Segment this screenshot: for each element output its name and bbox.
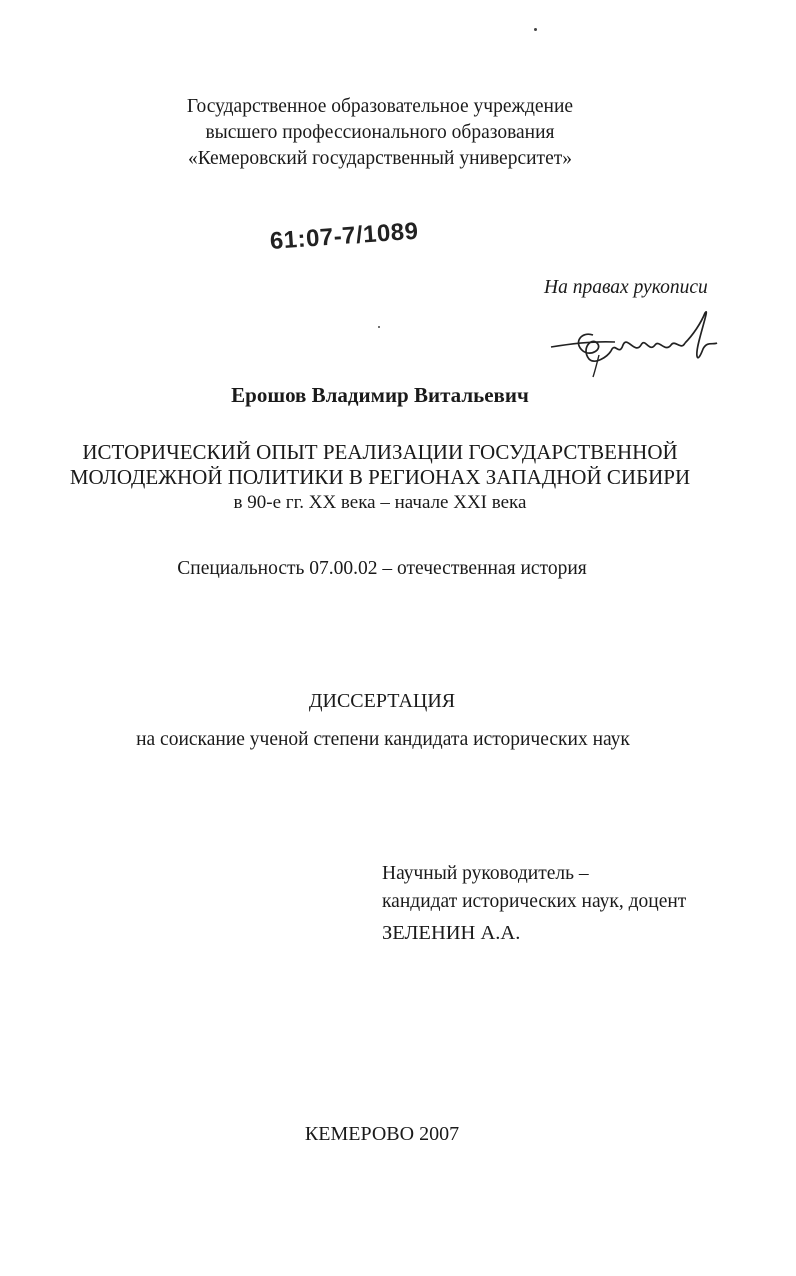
- institution-header: [0, 94, 760, 172]
- library-stamp-code: 61:07-7/1089: [269, 217, 420, 255]
- scan-speck: [534, 28, 537, 31]
- supervisor-block: [382, 860, 686, 947]
- institution-line: «Кемеровский государственный университет»: [188, 148, 572, 169]
- title-line: МОЛОДЕЖНОЙ ПОЛИТИКИ В РЕГИОНАХ ЗАПАДНОЙ СИБИРИ: [69, 465, 691, 489]
- author-name: Ерошов Владимир Витальевич: [231, 383, 529, 407]
- dissertation-title: [0, 440, 760, 515]
- manuscript-note: На правах рукописи: [544, 277, 708, 298]
- supervisor-title: кандидат исторических наук, доцент: [382, 891, 687, 912]
- specialty: Специальность 07.00.02 – отечественная история: [177, 558, 587, 579]
- supervisor-name: ЗЕЛЕНИН А.А.: [382, 922, 521, 944]
- institution-line: Государственное образовательное учреждение: [186, 96, 574, 117]
- supervisor-role: Научный руководитель –: [382, 863, 589, 884]
- title-line: ИСТОРИЧЕСКИЙ ОПЫТ РЕАЛИЗАЦИИ ГОСУДАРСТВЕННОЙ: [82, 440, 678, 464]
- title-subline: в 90-е гг. XX века – начале XXI века: [233, 492, 527, 513]
- author-signature: [545, 305, 720, 380]
- scan-speck: [378, 326, 380, 328]
- degree-statement: на соискание ученой степени кандидата исторических наук: [136, 729, 630, 750]
- city-year: КЕМЕРОВО 2007: [304, 1123, 460, 1145]
- document-type: ДИССЕРТАЦИЯ: [308, 690, 456, 712]
- institution-line: высшего профессионального образования: [205, 122, 555, 143]
